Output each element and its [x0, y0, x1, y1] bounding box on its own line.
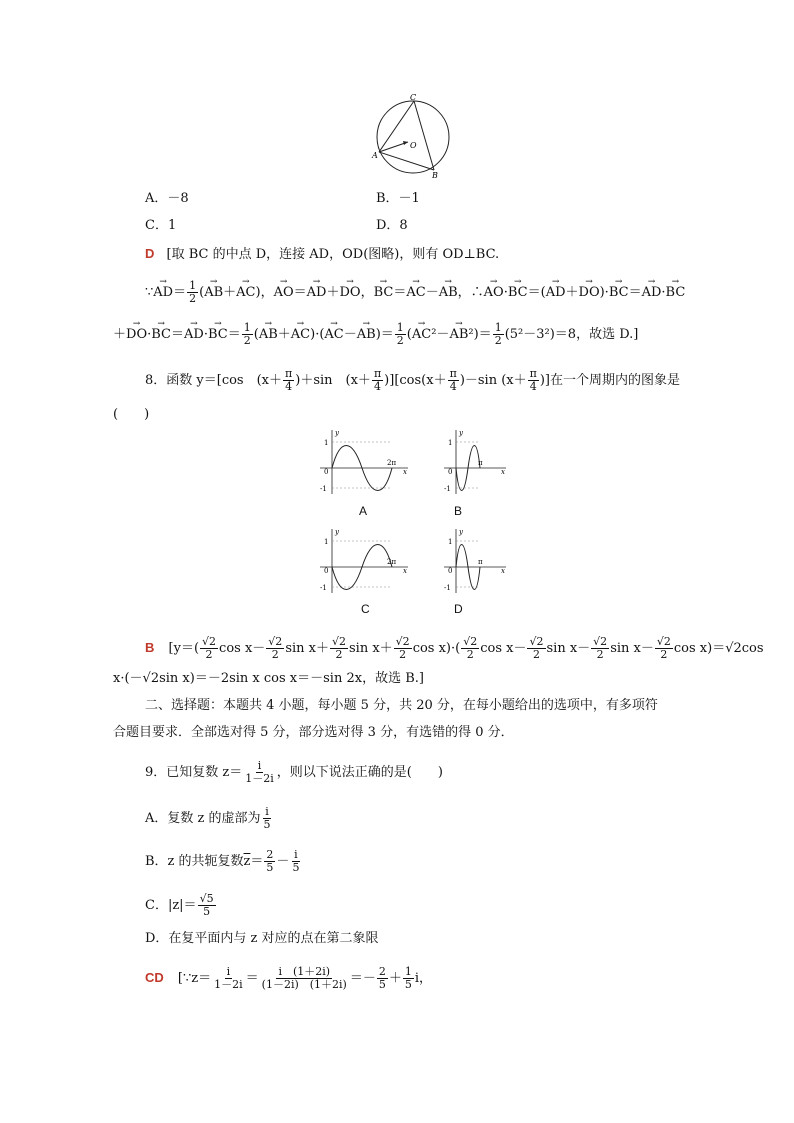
graph-c-one-label: 1 — [324, 538, 329, 546]
graph-b — [440, 428, 510, 496]
q7-option-b: B．－1 — [376, 191, 420, 206]
graph-c-y-label: y — [335, 528, 339, 536]
graph-b-caption: B — [454, 504, 463, 518]
graph-b-period-label: π — [478, 459, 483, 467]
graph-a-caption: A — [359, 504, 368, 518]
q9-option-b: B．z 的共轭复数$\overline{z}=$ $\frac{2}{5}$ － $\frac{i}{5}$ — [145, 848, 300, 874]
graph-a-one-label: 1 — [324, 439, 329, 447]
section2-line1: 二、选择题：本题共 4 小题，每小题 5 分，共 20 分，在每小题给出的选项中，有多项符 — [145, 698, 658, 713]
q8-solution-line2: x·(－√2sin x)＝－2sin x cos x＝－sin 2x，故选 B.] — [113, 671, 424, 686]
q7-calc: (5²－3²)＝8 — [504, 327, 577, 342]
label-b: B — [432, 171, 438, 180]
q9-option-c: C．|z|＝ $\frac{√5}{5}$ — [145, 892, 214, 918]
q9-stem: 9．已知复数 z＝ $\frac{i}{1-2i}$ ，则以下说法正确的是( ) — [145, 759, 443, 785]
graph-d-zero-label: 0 — [448, 567, 453, 575]
graph-d-period-label: π — [478, 558, 483, 566]
graph-c-neg-one-label: -1 — [320, 584, 327, 592]
graph-c-period-label: 2π — [387, 558, 397, 566]
graph-c-x-label: x — [403, 567, 407, 575]
q7-answer: D — [145, 246, 155, 261]
graph-b-zero-label: 0 — [448, 468, 453, 476]
graph-c-caption: C — [361, 602, 370, 616]
q9-option-a-text: A．复数 z 的虚部为 — [145, 811, 261, 826]
q8-answer: B — [145, 640, 155, 655]
graph-a — [316, 428, 412, 496]
label-a: A — [372, 151, 378, 160]
label-o: O — [410, 141, 417, 150]
q9-option-b-text: B．z 的共轭复数 — [145, 854, 244, 869]
graph-a-period-label: 2π — [387, 459, 397, 467]
graph-c-zero-label: 0 — [324, 567, 329, 575]
graph-d-neg-one-label: -1 — [444, 584, 451, 592]
graph-b-one-label: 1 — [448, 439, 453, 447]
q9-answer: CD — [145, 970, 164, 985]
graph-a-y-label: y — [335, 429, 339, 437]
q8-paren: ( ) — [113, 407, 150, 422]
q9-option-d: D．在复平面内与 z 对应的点在第二象限 — [145, 931, 379, 946]
q8-stem-start: 8．函数 y＝ — [145, 373, 217, 388]
graph-a-zero-label: 0 — [324, 468, 329, 476]
q7-solution-line3: ＋→ DO·→ BC＝→ AD·→ BC＝ $\frac{1}{2}$ (→ AB＋→ AC)·(→ AC－→ AB)＝ $\frac{1}{2}$ (→ AC²－→ AB²)＝ $\frac{1}{2}$ (5²－3²)＝8，故选 D.] — [113, 322, 638, 347]
q7-solution-end: ，故选 D.] — [576, 327, 639, 342]
graph-d-y-label: y — [459, 528, 463, 536]
graph-d-caption: D — [454, 602, 463, 616]
q7-option-c: C．1 — [145, 218, 177, 233]
q9-stem-start: 9．已知复数 z＝ — [145, 765, 243, 780]
graph-d-one-label: 1 — [448, 538, 453, 546]
graph-b-y-label: y — [459, 429, 463, 437]
label-c: C — [410, 94, 417, 102]
q8-stem: 8．函数 y＝[cos (x＋ $\frac{\pi}{4}$ )＋sin (x＋ $\frac{\pi}{4}$ )][cos(x＋ $\frac{\pi}{4}$ )－sin (x＋ $\frac{\pi}{4}$ )]在一个周期内的图象是 — [145, 367, 681, 393]
q9-option-a: A．复数 z 的虚部为 $\frac{i}{5}$ — [145, 805, 271, 831]
q7-option-a: A．－8 — [145, 191, 189, 206]
q8-stem-end: 在一个周期内的图象是 — [550, 373, 681, 388]
q7-solution-line1 — [145, 245, 499, 264]
q8-solution-line1: B [y＝( $\frac{√2}{2}$ cos x－ $\frac{√2}{2}$ sin x＋ $\frac{√2}{2}$ sin x＋ $\frac{√2}{2}$ cos x)·( $\frac{√2}{2}$ cos x－ $\frac{√2}{2}$ sin x－ $\frac{√2}{2}$ sin x－ $\frac{√2}{2}$ cos x)＝√2cos — [145, 635, 764, 661]
graph-a-x-label: x — [403, 468, 407, 476]
graph-b-x-label: x — [501, 468, 505, 476]
circle-figure — [370, 94, 456, 180]
q9-stem-end: ，则以下说法正确的是( ) — [276, 765, 443, 780]
graph-b-neg-one-label: -1 — [444, 485, 451, 493]
graph-a-neg-one-label: -1 — [320, 485, 327, 493]
q7-solution-text: [取 BC 的中点 D，连接 AD，OD(图略)，则有 OD⊥BC. — [166, 247, 500, 262]
q9-option-c-text: C．|z|＝ — [145, 898, 197, 913]
section2-line2: 合题目要求．全部选对得 5 分，部分选对得 3 分，有选错的得 0 分． — [113, 725, 514, 740]
q9-solution: CD [∵z＝ $\frac{i}{1-2i}$ ＝ $\frac{i (1+2i)}{(1-2i) (1+2i)}$ ＝－ $\frac{2}{5}$ ＋ $\frac{1}{5}$ i， — [145, 965, 433, 991]
graph-c — [316, 527, 412, 595]
q7-solution-line2: ∵→ AD＝ $\frac{1}{2}$ (→ AB＋→ AC)，→ AO＝→ AD＋→ DO，→ BC＝→ AC－→ AB，∴→ AO·→ BC＝(→ AD＋→ DO)·→ BC＝→ AD·→ BC — [145, 280, 685, 305]
q7-option-d: D．8 — [376, 218, 408, 233]
graph-d-x-label: x — [501, 567, 505, 575]
graph-d — [440, 527, 510, 595]
